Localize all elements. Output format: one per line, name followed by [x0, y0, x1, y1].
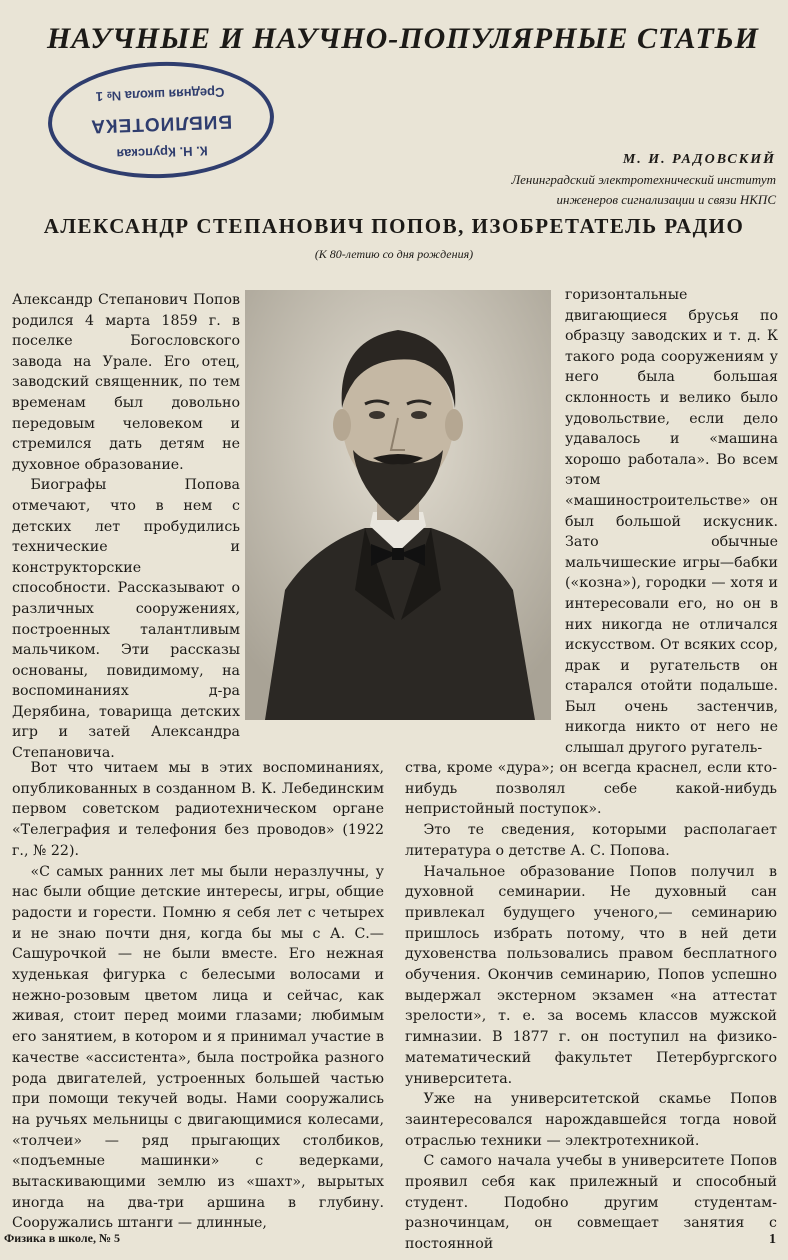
- article-subtitle: (К 80-летию со дня рождения): [314, 247, 474, 261]
- stamp-line-1: К. Н. Крупская: [116, 143, 208, 162]
- paragraph: Вот что читаем мы в этих воспоминаниях, опубликованных в созданном В. К. Лебединским первом советском радиотехническом органе «Телеграфия и телефония без проводов» (1922 г., № 22).: [12, 760, 384, 859]
- paragraph: С самого начала учебы в университете Попов проявил себя как прилежный и способный студент. Подобно другим студентам-разночинцам, он совмещает занятия с постоянной: [405, 1153, 777, 1253]
- paragraph: горизонтальные двигающиеся брусья по образцу заводских и т. д. К такого рода сооружениям у него была большая склонность и велико было удовольствие, если дело удавалось и «машина хорошо работала». Во всем этом «машиностроительстве» он был большой искусник. Зато обычные мальчишеские игры—бабки («козна»), городки — хотя и интересовали его, но он в них никогда не отличался искусством. От всяких ссор, драк и ругательств он старался отойти подальше. Был очень застенчив, никогда никто от него не слышал другого ругатель-: [565, 287, 778, 757]
- author-affiliation-1: Ленинградский электротехнический институт: [511, 172, 776, 187]
- portrait-photo: [245, 290, 551, 720]
- paragraph: Александр Степанович Попов родился 4 марта 1859 г. в поселке Богословского завода на Урале. Его отец, заводский священник, по тем временам был довольно передовым человеком и стремился дать детям не духовное образование.: [12, 292, 240, 473]
- paragraph: Биографы Попова отмечают, что в нем с детских лет пробудились технические и конструкторские способности. Рассказывают о различных сооружениях, построенных талантливым мальчиком. Эти рассказы основаны, повидимому, на воспоминаниях д-ра Дерябина, товарища детских игр и затей Александра Степановича.: [12, 477, 240, 762]
- stamp-line-2: БИБЛИОТЕКА: [89, 110, 233, 137]
- author-name: М. И. РАДОВСКИЙ: [622, 152, 776, 167]
- text-column-left: [12, 758, 384, 1234]
- paragraph: Это те сведения, которыми располагает литература о детстве А. С. Попова.: [405, 822, 777, 859]
- article-title: АЛЕКСАНДР СТЕПАНОВИЧ ПОПОВ, ИЗОБРЕТАТЕЛЬ РАДИО: [43, 214, 745, 238]
- stamp-line-3: Средняя школа № 1: [95, 84, 225, 105]
- paragraph: ства, кроме «дура»; он всегда краснел, если кто-нибудь позволял себе какой-нибудь непристойный поступок».: [405, 760, 777, 818]
- paragraph: «С самых ранних лет мы были неразлучны, у нас были общие детские интересы, игры, общие радости и горести. Помню я себя лет с четырех и не знаю почти дня, когда бы мы с А. С.— Сашурочкой — не были вместе. Его нежная худенькая фигурка с белесыми волосами и нежно-розовым цветом лица и сейчас, как живая, стоит перед моими глазами; любимым его занятием, в котором и я принимал участие в качестве «ассистента», была постройка разного рода двигателей, устроенных большей частью при помощи текучей воды. Нами сооружались на ручьях мельницы с двигающимися колесами, «толчеи» — ряд прыгающих столбиков, «подъемные машинки» с ведерками, вытаскивающими землю из «шахт», вырытых иногда на два-три аршина в глубину. Сооружались штанги — длинные,: [12, 863, 384, 1232]
- section-heading: НАУЧНЫЕ И НАУЧНО-ПОПУЛЯРНЫЕ СТАТЬИ: [46, 22, 760, 55]
- library-stamp: [46, 58, 276, 182]
- text-column-top-left: [12, 290, 240, 764]
- text-column-top-right: [565, 285, 778, 759]
- author-block: [511, 152, 776, 208]
- page-number: 1: [769, 1232, 776, 1247]
- paragraph: Начальное образование Попов получил в духовной семинарии. Не духовный сан привлекал будущего ученого,— семинарию пришлось избрать потому, что в ней дети духовенства пользовались правом бесплатного обучения. Окончив семинарию, Попов успешно выдержал экстерном экзамен «на аттестат зрелости», т. е. за восемь классов мужской гимназии. В 1877 г. он поступил на физико-математический факультет Петербургского университета.: [405, 863, 777, 1087]
- journal-footer: Физика в школе, № 5: [4, 1231, 121, 1245]
- paragraph: Уже на университетской скамье Попов заинтересовался нарождавшейся тогда новой отраслью техники — электротехникой.: [405, 1091, 777, 1149]
- author-affiliation-2: инженеров сигнализации и связи НКПС: [556, 192, 776, 207]
- text-column-right: [405, 758, 777, 1255]
